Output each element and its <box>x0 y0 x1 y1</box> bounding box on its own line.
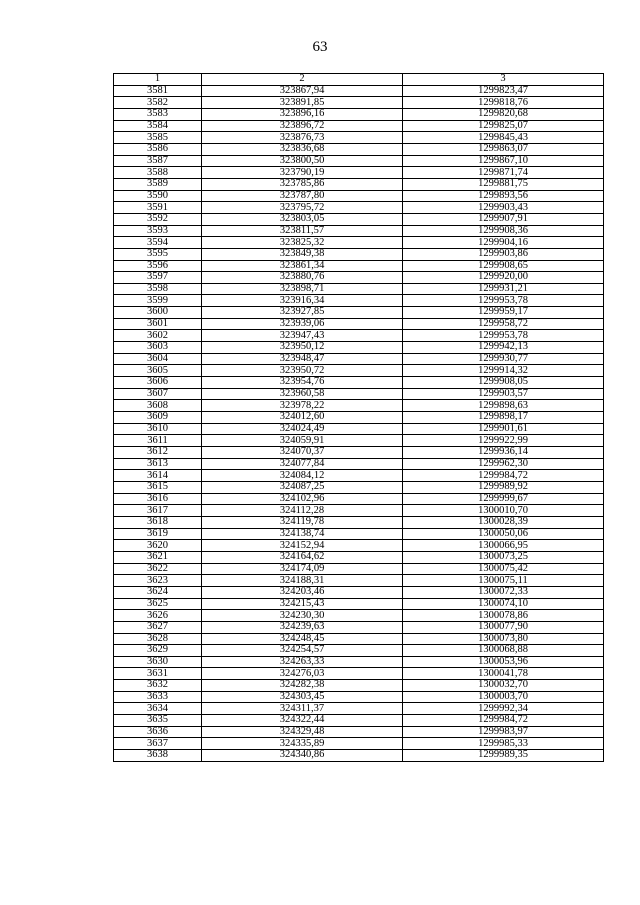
x-coordinate-cell: 323861,34 <box>202 260 403 272</box>
point-number-cell: 3588 <box>114 167 202 179</box>
y-coordinate-cell: 1299903,86 <box>403 248 604 260</box>
x-coordinate-cell: 323787,80 <box>202 190 403 202</box>
table-row <box>114 540 604 552</box>
y-coordinate-cell: 1300053,96 <box>403 656 604 668</box>
table-row <box>114 493 604 505</box>
table-row <box>114 283 604 295</box>
y-coordinate-cell: 1299953,78 <box>403 330 604 342</box>
x-coordinate-cell: 323947,43 <box>202 330 403 342</box>
table-row <box>114 237 604 249</box>
table-row <box>114 621 604 633</box>
table-row <box>114 307 604 319</box>
y-coordinate-cell: 1300075,11 <box>403 575 604 587</box>
point-number-cell: 3629 <box>114 645 202 657</box>
point-number-cell: 3597 <box>114 272 202 284</box>
table-row <box>114 388 604 400</box>
point-number-cell: 3591 <box>114 202 202 214</box>
y-coordinate-cell: 1300073,25 <box>403 551 604 563</box>
x-coordinate-cell: 324254,57 <box>202 645 403 657</box>
point-number-cell: 3598 <box>114 283 202 295</box>
point-number-cell: 3594 <box>114 237 202 249</box>
point-number-cell: 3617 <box>114 505 202 517</box>
point-number-cell: 3633 <box>114 691 202 703</box>
point-number-cell: 3638 <box>114 750 202 762</box>
y-coordinate-cell: 1300032,70 <box>403 680 604 692</box>
table-row <box>114 330 604 342</box>
y-coordinate-cell: 1299881,75 <box>403 178 604 190</box>
point-number-cell: 3600 <box>114 307 202 319</box>
table-row <box>114 656 604 668</box>
point-number-cell: 3635 <box>114 715 202 727</box>
table-body <box>114 85 604 761</box>
table-row <box>114 458 604 470</box>
table-row <box>114 120 604 132</box>
x-coordinate-cell: 323978,22 <box>202 400 403 412</box>
table-row <box>114 178 604 190</box>
table-row <box>114 97 604 109</box>
point-number-cell: 3604 <box>114 353 202 365</box>
x-coordinate-cell: 324112,28 <box>202 505 403 517</box>
table-row <box>114 167 604 179</box>
y-coordinate-cell: 1300078,86 <box>403 610 604 622</box>
column-header-3: 3 <box>403 74 604 86</box>
x-coordinate-cell: 323785,86 <box>202 178 403 190</box>
x-coordinate-cell: 324303,45 <box>202 691 403 703</box>
y-coordinate-cell: 1299893,56 <box>403 190 604 202</box>
y-coordinate-cell: 1299903,57 <box>403 388 604 400</box>
y-coordinate-cell: 1299983,97 <box>403 726 604 738</box>
x-coordinate-cell: 323916,34 <box>202 295 403 307</box>
point-number-cell: 3616 <box>114 493 202 505</box>
y-coordinate-cell: 1299908,65 <box>403 260 604 272</box>
y-coordinate-cell: 1299903,43 <box>403 202 604 214</box>
table-row <box>114 225 604 237</box>
x-coordinate-cell: 324311,37 <box>202 703 403 715</box>
x-coordinate-cell: 323790,19 <box>202 167 403 179</box>
table-row <box>114 563 604 575</box>
table-row <box>114 190 604 202</box>
x-coordinate-cell: 323876,73 <box>202 132 403 144</box>
point-number-cell: 3626 <box>114 610 202 622</box>
point-number-cell: 3603 <box>114 342 202 354</box>
y-coordinate-cell: 1299930,77 <box>403 353 604 365</box>
table-row <box>114 295 604 307</box>
x-coordinate-cell: 323803,05 <box>202 213 403 225</box>
point-number-cell: 3611 <box>114 435 202 447</box>
y-coordinate-cell: 1299845,43 <box>403 132 604 144</box>
x-coordinate-cell: 324119,78 <box>202 516 403 528</box>
x-coordinate-cell: 324203,46 <box>202 586 403 598</box>
point-number-cell: 3636 <box>114 726 202 738</box>
table-row <box>114 412 604 424</box>
x-coordinate-cell: 323950,72 <box>202 365 403 377</box>
point-number-cell: 3595 <box>114 248 202 260</box>
x-coordinate-cell: 324322,44 <box>202 715 403 727</box>
point-number-cell: 3623 <box>114 575 202 587</box>
point-number-cell: 3590 <box>114 190 202 202</box>
table-row <box>114 260 604 272</box>
x-coordinate-cell: 323825,32 <box>202 237 403 249</box>
point-number-cell: 3596 <box>114 260 202 272</box>
y-coordinate-cell: 1299823,47 <box>403 85 604 97</box>
point-number-cell: 3622 <box>114 563 202 575</box>
table-row <box>114 202 604 214</box>
table-row <box>114 132 604 144</box>
y-coordinate-cell: 1300075,42 <box>403 563 604 575</box>
x-coordinate-cell: 324070,37 <box>202 447 403 459</box>
table-row <box>114 400 604 412</box>
x-coordinate-cell: 324335,89 <box>202 738 403 750</box>
point-number-cell: 3608 <box>114 400 202 412</box>
x-coordinate-cell: 324188,31 <box>202 575 403 587</box>
table-row <box>114 703 604 715</box>
y-coordinate-cell: 1299863,07 <box>403 143 604 155</box>
y-coordinate-cell: 1299901,61 <box>403 423 604 435</box>
x-coordinate-cell: 324152,94 <box>202 540 403 552</box>
table-row <box>114 213 604 225</box>
table-row <box>114 342 604 354</box>
point-number-cell: 3592 <box>114 213 202 225</box>
table-row <box>114 645 604 657</box>
point-number-cell: 3628 <box>114 633 202 645</box>
y-coordinate-cell: 1300050,06 <box>403 528 604 540</box>
table-row <box>114 423 604 435</box>
table-row <box>114 470 604 482</box>
table-row <box>114 447 604 459</box>
y-coordinate-cell: 1299992,34 <box>403 703 604 715</box>
y-coordinate-cell: 1300010,70 <box>403 505 604 517</box>
y-coordinate-cell: 1300073,80 <box>403 633 604 645</box>
point-number-cell: 3619 <box>114 528 202 540</box>
y-coordinate-cell: 1299898,17 <box>403 412 604 424</box>
y-coordinate-cell: 1300074,10 <box>403 598 604 610</box>
x-coordinate-cell: 323795,72 <box>202 202 403 214</box>
y-coordinate-cell: 1299931,21 <box>403 283 604 295</box>
x-coordinate-cell: 324340,86 <box>202 750 403 762</box>
x-coordinate-cell: 324164,62 <box>202 551 403 563</box>
x-coordinate-cell: 324012,60 <box>202 412 403 424</box>
y-coordinate-cell: 1299984,72 <box>403 470 604 482</box>
y-coordinate-cell: 1299942,13 <box>403 342 604 354</box>
x-coordinate-cell: 323898,71 <box>202 283 403 295</box>
x-coordinate-cell: 323896,72 <box>202 120 403 132</box>
x-coordinate-cell: 324024,49 <box>202 423 403 435</box>
x-coordinate-cell: 323948,47 <box>202 353 403 365</box>
x-coordinate-cell: 324174,09 <box>202 563 403 575</box>
table-row <box>114 155 604 167</box>
point-number-cell: 3621 <box>114 551 202 563</box>
table-row <box>114 435 604 447</box>
point-number-cell: 3585 <box>114 132 202 144</box>
point-number-cell: 3627 <box>114 621 202 633</box>
point-number-cell: 3582 <box>114 97 202 109</box>
y-coordinate-cell: 1299959,17 <box>403 307 604 319</box>
y-coordinate-cell: 1299984,72 <box>403 715 604 727</box>
y-coordinate-cell: 1299936,14 <box>403 447 604 459</box>
table-row <box>114 610 604 622</box>
y-coordinate-cell: 1299908,36 <box>403 225 604 237</box>
x-coordinate-cell: 324102,96 <box>202 493 403 505</box>
point-number-cell: 3605 <box>114 365 202 377</box>
x-coordinate-cell: 324276,03 <box>202 668 403 680</box>
y-coordinate-cell: 1299920,00 <box>403 272 604 284</box>
point-number-cell: 3625 <box>114 598 202 610</box>
x-coordinate-cell: 323927,85 <box>202 307 403 319</box>
point-number-cell: 3632 <box>114 680 202 692</box>
point-number-cell: 3581 <box>114 85 202 97</box>
table-row <box>114 377 604 389</box>
table-row <box>114 738 604 750</box>
x-coordinate-cell: 324329,48 <box>202 726 403 738</box>
point-number-cell: 3614 <box>114 470 202 482</box>
x-coordinate-cell: 323939,06 <box>202 318 403 330</box>
table-row <box>114 318 604 330</box>
y-coordinate-cell: 1300077,90 <box>403 621 604 633</box>
point-number-cell: 3589 <box>114 178 202 190</box>
x-coordinate-cell: 324215,43 <box>202 598 403 610</box>
y-coordinate-cell: 1299818,76 <box>403 97 604 109</box>
y-coordinate-cell: 1299958,72 <box>403 318 604 330</box>
y-coordinate-cell: 1300068,88 <box>403 645 604 657</box>
x-coordinate-cell: 324077,84 <box>202 458 403 470</box>
y-coordinate-cell: 1299989,92 <box>403 481 604 493</box>
y-coordinate-cell: 1299907,91 <box>403 213 604 225</box>
point-number-cell: 3584 <box>114 120 202 132</box>
y-coordinate-cell: 1299898,63 <box>403 400 604 412</box>
table-row <box>114 481 604 493</box>
x-coordinate-cell: 324239,63 <box>202 621 403 633</box>
x-coordinate-cell: 323836,68 <box>202 143 403 155</box>
x-coordinate-cell: 323800,50 <box>202 155 403 167</box>
table-row <box>114 680 604 692</box>
table-row <box>114 726 604 738</box>
table-row <box>114 691 604 703</box>
point-number-cell: 3602 <box>114 330 202 342</box>
point-number-cell: 3606 <box>114 377 202 389</box>
point-number-cell: 3615 <box>114 481 202 493</box>
table-row <box>114 715 604 727</box>
y-coordinate-cell: 1299989,35 <box>403 750 604 762</box>
table-row <box>114 633 604 645</box>
y-coordinate-cell: 1299904,16 <box>403 237 604 249</box>
table-row <box>114 528 604 540</box>
table-row <box>114 750 604 762</box>
x-coordinate-cell: 323849,38 <box>202 248 403 260</box>
y-coordinate-cell: 1300066,95 <box>403 540 604 552</box>
y-coordinate-cell: 1299867,10 <box>403 155 604 167</box>
point-number-cell: 3613 <box>114 458 202 470</box>
x-coordinate-cell: 324059,91 <box>202 435 403 447</box>
y-coordinate-cell: 1299962,30 <box>403 458 604 470</box>
y-coordinate-cell: 1299985,33 <box>403 738 604 750</box>
y-coordinate-cell: 1299922,99 <box>403 435 604 447</box>
x-coordinate-cell: 323950,12 <box>202 342 403 354</box>
point-number-cell: 3612 <box>114 447 202 459</box>
y-coordinate-cell: 1299871,74 <box>403 167 604 179</box>
point-number-cell: 3637 <box>114 738 202 750</box>
table-row <box>114 353 604 365</box>
point-number-cell: 3631 <box>114 668 202 680</box>
table-row <box>114 598 604 610</box>
x-coordinate-cell: 323896,16 <box>202 108 403 120</box>
x-coordinate-cell: 323811,57 <box>202 225 403 237</box>
y-coordinate-cell: 1300028,39 <box>403 516 604 528</box>
y-coordinate-cell: 1299914,32 <box>403 365 604 377</box>
x-coordinate-cell: 323960,58 <box>202 388 403 400</box>
point-number-cell: 3624 <box>114 586 202 598</box>
y-coordinate-cell: 1300072,33 <box>403 586 604 598</box>
x-coordinate-cell: 324248,45 <box>202 633 403 645</box>
y-coordinate-cell: 1299820,68 <box>403 108 604 120</box>
table-row <box>114 668 604 680</box>
y-coordinate-cell: 1299953,78 <box>403 295 604 307</box>
table-header-row <box>114 74 604 86</box>
table-row <box>114 248 604 260</box>
table-row <box>114 143 604 155</box>
x-coordinate-cell: 324138,74 <box>202 528 403 540</box>
column-header-1: 1 <box>114 74 202 86</box>
table-row <box>114 365 604 377</box>
table-row <box>114 551 604 563</box>
point-number-cell: 3609 <box>114 412 202 424</box>
point-number-cell: 3620 <box>114 540 202 552</box>
point-number-cell: 3587 <box>114 155 202 167</box>
x-coordinate-cell: 323954,76 <box>202 377 403 389</box>
x-coordinate-cell: 323880,76 <box>202 272 403 284</box>
x-coordinate-cell: 324263,33 <box>202 656 403 668</box>
y-coordinate-cell: 1299908,05 <box>403 377 604 389</box>
x-coordinate-cell: 324230,30 <box>202 610 403 622</box>
y-coordinate-cell: 1299999,67 <box>403 493 604 505</box>
table-row <box>114 516 604 528</box>
y-coordinate-cell: 1300041,78 <box>403 668 604 680</box>
point-number-cell: 3607 <box>114 388 202 400</box>
column-header-2: 2 <box>202 74 403 86</box>
x-coordinate-cell: 323891,85 <box>202 97 403 109</box>
page-number: 63 <box>312 39 328 55</box>
coordinates-table <box>113 73 604 762</box>
table-row <box>114 575 604 587</box>
table-row <box>114 85 604 97</box>
x-coordinate-cell: 323867,94 <box>202 85 403 97</box>
point-number-cell: 3583 <box>114 108 202 120</box>
table-row <box>114 108 604 120</box>
x-coordinate-cell: 324087,25 <box>202 481 403 493</box>
point-number-cell: 3630 <box>114 656 202 668</box>
point-number-cell: 3634 <box>114 703 202 715</box>
point-number-cell: 3601 <box>114 318 202 330</box>
table-row <box>114 586 604 598</box>
y-coordinate-cell: 1299825,07 <box>403 120 604 132</box>
point-number-cell: 3610 <box>114 423 202 435</box>
x-coordinate-cell: 324282,38 <box>202 680 403 692</box>
y-coordinate-cell: 1300003,70 <box>403 691 604 703</box>
point-number-cell: 3586 <box>114 143 202 155</box>
table-row <box>114 505 604 517</box>
point-number-cell: 3618 <box>114 516 202 528</box>
point-number-cell: 3599 <box>114 295 202 307</box>
point-number-cell: 3593 <box>114 225 202 237</box>
table-row <box>114 272 604 284</box>
x-coordinate-cell: 324084,12 <box>202 470 403 482</box>
